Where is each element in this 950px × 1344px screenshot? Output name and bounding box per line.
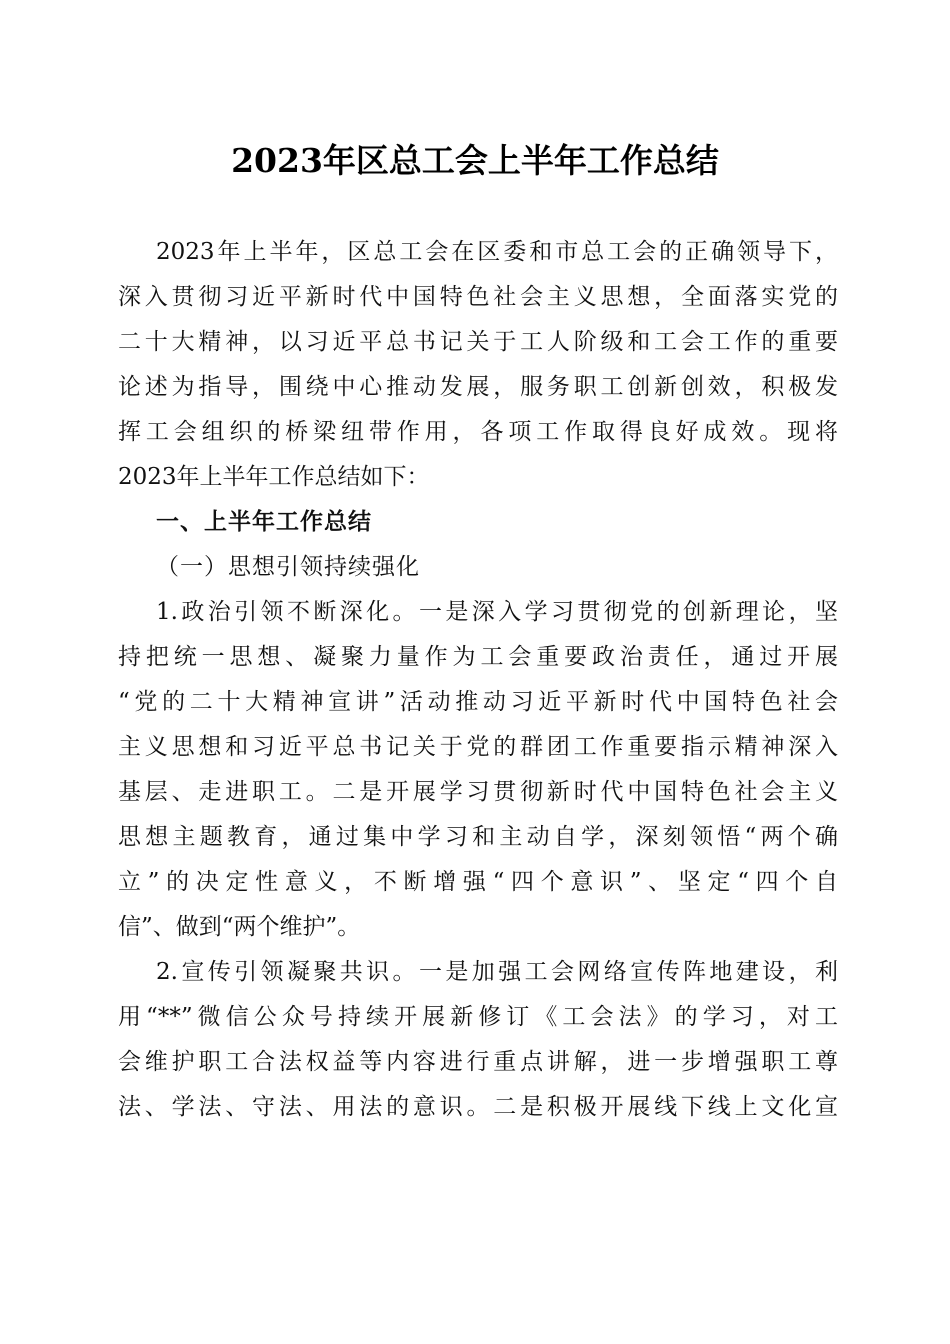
text-line: 2023年上半年，区总工会在区委和市总工会的正确领导下， [156, 239, 838, 265]
text-line: 主义思想和习近平总书记关于党的群团工作重要指示精神深入 [118, 734, 838, 760]
section-heading: 一、上半年工作总结 [156, 509, 372, 535]
text-line: 2.宣传引领凝聚共识。一是加强工会网络宣传阵地建设，利 [156, 959, 838, 985]
text-line: 1.政治引领不断深化。一是深入学习贯彻党的创新理论，坚 [156, 599, 838, 625]
text-line: “党的二十大精神宣讲”活动推动习近平新时代中国特色社会 [118, 689, 838, 715]
intro-paragraph [118, 230, 838, 500]
text-line: 法、学法、守法、用法的意识。二是积极开展线下线上文化宣 [118, 1094, 838, 1120]
document-title: 2023年区总工会上半年工作总结 [231, 141, 719, 180]
text-line: 用“**”微信公众号持续开展新修订《工会法》的学习，对工 [118, 1004, 838, 1030]
item-paragraph-1 [118, 590, 838, 950]
text-line: 论述为指导，围绕中心推动发展，服务职工创新创效，积极发 [118, 374, 838, 400]
text-line: 基层、走进职工。二是开展学习贯彻新时代中国特色社会主义 [118, 779, 838, 805]
text-line: 思想主题教育，通过集中学习和主动自学，深刻领悟“两个确 [118, 824, 838, 850]
document-body [118, 230, 838, 1130]
text-line: 深入贯彻习近平新时代中国特色社会主义思想，全面落实党的 [118, 284, 838, 310]
text-line: 信”、做到“两个维护”。 [118, 914, 361, 940]
text-line: 立”的决定性意义，不断增强“四个意识”、坚定“四个自 [118, 869, 838, 895]
text-line: 挥工会组织的桥梁纽带作用，各项工作取得良好成效。现将 [118, 419, 838, 445]
text-line: 持把统一思想、凝聚力量作为工会重要政治责任，通过开展 [118, 644, 838, 670]
subsection-heading: （一）思想引领持续强化 [156, 554, 420, 580]
item-paragraph-2 [118, 950, 838, 1130]
text-line: 二十大精神，以习近平总书记关于工人阶级和工会工作的重要 [118, 329, 838, 355]
text-line: 会维护职工合法权益等内容进行重点讲解，进一步增强职工尊 [118, 1049, 838, 1075]
text-line: 2023年上半年工作总结如下： [118, 464, 430, 490]
